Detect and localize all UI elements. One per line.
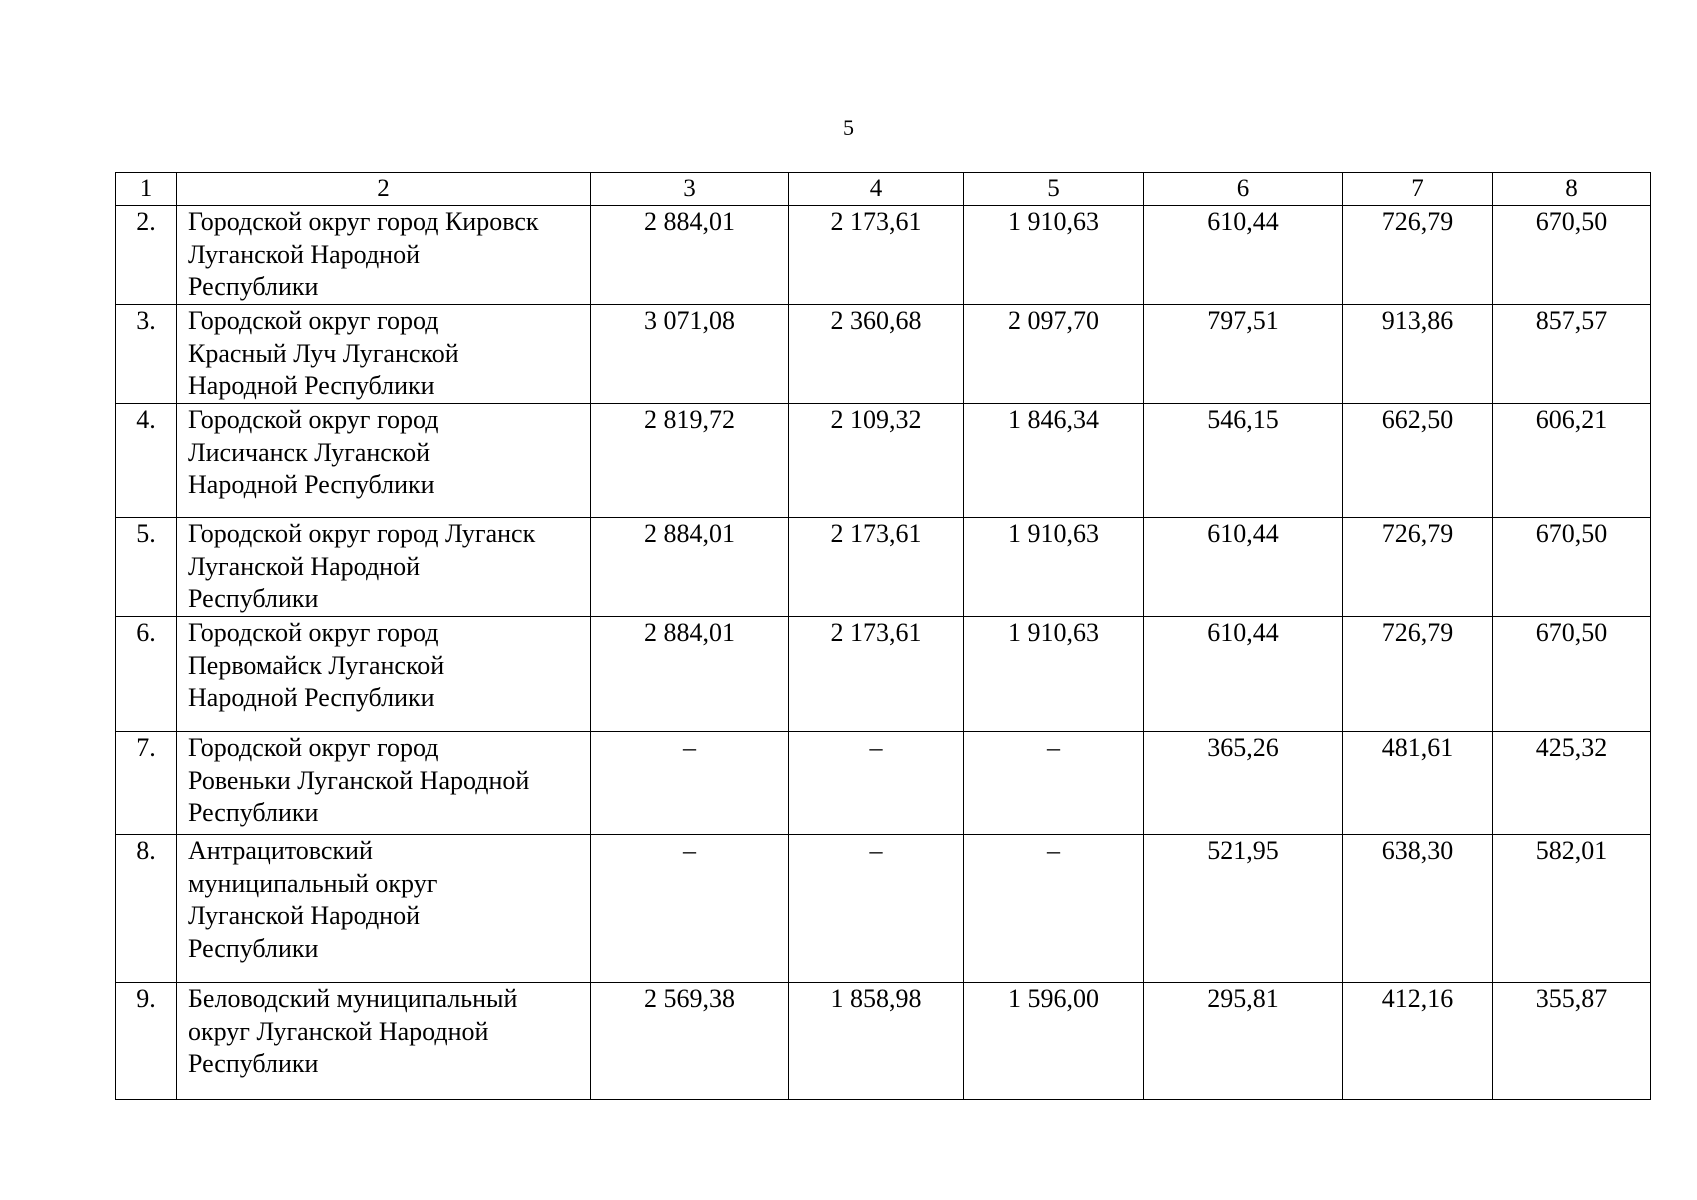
value-cell: – <box>789 732 964 835</box>
data-table <box>115 172 1651 1100</box>
page-number: 5 <box>843 115 854 140</box>
value-cell: 670,50 <box>1493 518 1651 617</box>
header-cell: 5 <box>964 173 1144 206</box>
municipality-name <box>177 617 591 732</box>
value-cell: – <box>964 732 1144 835</box>
table-row <box>116 305 1651 404</box>
municipality-name-line: Первомайск Луганской <box>188 650 445 680</box>
municipality-name-line: Антрацитовский <box>188 836 373 865</box>
value-cell: 1 858,98 <box>789 983 964 1100</box>
municipality-name-line: Ровеньки Луганской Народной <box>188 765 530 795</box>
value-cell: 3 071,08 <box>591 305 789 404</box>
header-cell: 6 <box>1144 173 1343 206</box>
row-number: 4. <box>116 404 177 518</box>
value-cell: – <box>591 732 789 835</box>
value-cell: 2 097,70 <box>964 305 1144 404</box>
value-cell: 662,50 <box>1343 404 1493 518</box>
municipality-name-line: Городской округ город Луганск <box>188 519 536 548</box>
value-cell: 481,61 <box>1343 732 1493 835</box>
value-cell: 726,79 <box>1343 617 1493 732</box>
value-cell: – <box>964 835 1144 983</box>
row-number: 9. <box>116 983 177 1100</box>
value-cell: 2 884,01 <box>591 206 789 305</box>
value-cell: 1 910,63 <box>964 617 1144 732</box>
municipality-name <box>177 983 591 1100</box>
row-number: 3. <box>116 305 177 404</box>
row-number: 2. <box>116 206 177 305</box>
municipality-name-line: Республики <box>188 584 319 613</box>
value-cell: 546,15 <box>1144 404 1343 518</box>
municipality-name <box>177 732 591 835</box>
header-cell: 4 <box>789 173 964 206</box>
table-row <box>116 732 1651 835</box>
municipality-name-line: Городской округ город Кировск <box>188 207 539 236</box>
table-row <box>116 983 1651 1100</box>
header-cell: 8 <box>1493 173 1651 206</box>
municipality-name-line: Городской округ город <box>188 306 439 335</box>
header-cell: 3 <box>591 173 789 206</box>
value-cell: 2 173,61 <box>789 518 964 617</box>
value-cell: 913,86 <box>1343 305 1493 404</box>
value-cell: 610,44 <box>1144 518 1343 617</box>
value-cell: 610,44 <box>1144 617 1343 732</box>
table-row <box>116 835 1651 983</box>
municipality-name-line: Красный Луч Луганской <box>188 338 459 368</box>
value-cell: – <box>789 835 964 983</box>
municipality-name-line: Республики <box>188 798 319 827</box>
value-cell: 521,95 <box>1144 835 1343 983</box>
value-cell: 2 884,01 <box>591 518 789 617</box>
value-cell: 425,32 <box>1493 732 1651 835</box>
value-cell: 365,26 <box>1144 732 1343 835</box>
municipality-name-line: муниципальный округ <box>188 868 438 898</box>
value-cell: 2 173,61 <box>789 206 964 305</box>
row-number: 6. <box>116 617 177 732</box>
table-row <box>116 206 1651 305</box>
value-cell: 582,01 <box>1493 835 1651 983</box>
value-cell: 638,30 <box>1343 835 1493 983</box>
municipality-name <box>177 518 591 617</box>
value-cell: 1 910,63 <box>964 518 1144 617</box>
municipality-name-line: Луганской Народной <box>188 551 420 581</box>
municipality-name-line: Народной Республики <box>188 371 435 400</box>
header-cell: 1 <box>116 173 177 206</box>
value-cell: 355,87 <box>1493 983 1651 1100</box>
municipality-name <box>177 305 591 404</box>
value-cell: 2 569,38 <box>591 983 789 1100</box>
header-cell: 7 <box>1343 173 1493 206</box>
municipality-name-line: Лисичанск Луганской <box>188 437 431 467</box>
value-cell: 797,51 <box>1144 305 1343 404</box>
value-cell: 670,50 <box>1493 617 1651 732</box>
municipality-name-line: Городской округ город <box>188 733 439 762</box>
value-cell: 2 173,61 <box>789 617 964 732</box>
municipality-name-line: Луганской Народной <box>188 239 420 269</box>
value-cell: 610,44 <box>1144 206 1343 305</box>
value-cell: 857,57 <box>1493 305 1651 404</box>
value-cell: 1 596,00 <box>964 983 1144 1100</box>
row-number: 5. <box>116 518 177 617</box>
municipality-name-line: Республики <box>188 272 319 301</box>
municipality-name <box>177 835 591 983</box>
table-row <box>116 518 1651 617</box>
municipality-name-line: Республики <box>188 933 319 963</box>
table-body <box>116 173 1651 1100</box>
value-cell: 1 910,63 <box>964 206 1144 305</box>
municipality-name <box>177 206 591 305</box>
row-number: 7. <box>116 732 177 835</box>
value-cell: 1 846,34 <box>964 404 1144 518</box>
value-cell: 2 360,68 <box>789 305 964 404</box>
municipality-name-line: Городской округ город <box>188 618 439 647</box>
value-cell: – <box>591 835 789 983</box>
value-cell: 726,79 <box>1343 518 1493 617</box>
value-cell: 606,21 <box>1493 404 1651 518</box>
municipality-name-line: округ Луганской Народной <box>188 1016 489 1046</box>
municipality-name <box>177 404 591 518</box>
value-cell: 412,16 <box>1343 983 1493 1100</box>
municipality-name-line: Республики <box>188 1049 319 1078</box>
municipality-name-line: Беловодский муниципальный <box>188 984 518 1013</box>
value-cell: 295,81 <box>1144 983 1343 1100</box>
value-cell: 2 884,01 <box>591 617 789 732</box>
header-cell: 2 <box>177 173 591 206</box>
table-row <box>116 617 1651 732</box>
municipality-name-line: Луганской Народной <box>188 901 420 930</box>
value-cell: 726,79 <box>1343 206 1493 305</box>
value-cell: 670,50 <box>1493 206 1651 305</box>
municipality-name-line: Народной Республики <box>188 683 435 712</box>
municipality-name-line: Городской округ город <box>188 405 439 434</box>
value-cell: 2 819,72 <box>591 404 789 518</box>
header-row <box>116 173 1651 206</box>
value-cell: 2 109,32 <box>789 404 964 518</box>
table-row <box>116 404 1651 518</box>
municipality-name-line: Народной Республики <box>188 470 435 499</box>
row-number: 8. <box>116 835 177 983</box>
